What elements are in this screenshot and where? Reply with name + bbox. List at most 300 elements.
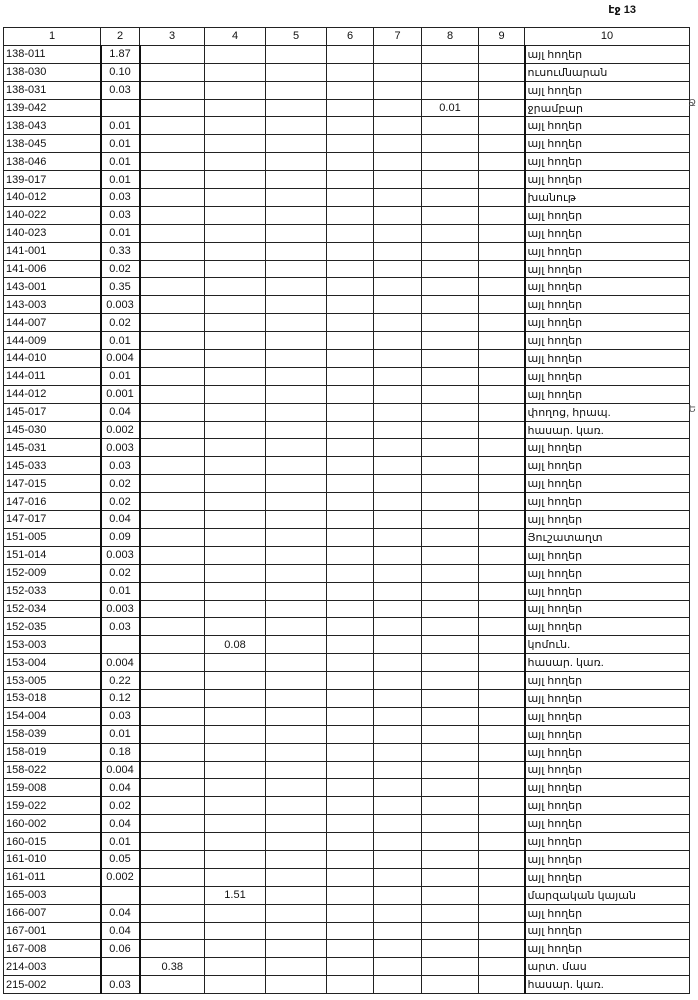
cell-col-2: 0.09: [101, 528, 140, 546]
empty-cell: [374, 564, 422, 582]
cell-col-1: 160-015: [4, 833, 101, 851]
empty-cell: [374, 260, 422, 278]
cell-col-1: 143-001: [4, 278, 101, 296]
cell-col-3: [140, 636, 205, 654]
empty-cell: [266, 922, 327, 940]
cell-col-4: [205, 135, 266, 153]
empty-cell: [327, 707, 374, 725]
cell-col-1: 138-046: [4, 153, 101, 171]
cell-col-10: այլ հողեր: [525, 618, 690, 636]
empty-cell: [479, 511, 525, 529]
empty-cell: [374, 206, 422, 224]
table-row: [4, 189, 690, 207]
table-row: [4, 976, 690, 994]
cell-col-1: 144-012: [4, 385, 101, 403]
cell-col-3: [140, 725, 205, 743]
cell-col-2: 0.01: [101, 153, 140, 171]
empty-cell: [266, 278, 327, 296]
cell-col-10: այլ հողեր: [525, 117, 690, 135]
empty-cell: [479, 278, 525, 296]
cell-col-10: հասար. կառ.: [525, 654, 690, 672]
cell-col-2: 0.04: [101, 779, 140, 797]
cell-col-2: 0.04: [101, 403, 140, 421]
cell-col-4: [205, 689, 266, 707]
cell-col-4: 0.08: [205, 636, 266, 654]
column-header-10: 10: [525, 28, 690, 46]
cell-col-1: 141-006: [4, 260, 101, 278]
empty-cell: [479, 457, 525, 475]
cell-col-8: [422, 385, 479, 403]
empty-cell: [266, 242, 327, 260]
cell-col-8: [422, 761, 479, 779]
table-row: [4, 45, 690, 63]
cell-col-2: 0.03: [101, 206, 140, 224]
cell-col-8: [422, 868, 479, 886]
empty-cell: [374, 797, 422, 815]
cell-col-1: 158-022: [4, 761, 101, 779]
empty-cell: [374, 868, 422, 886]
empty-cell: [266, 582, 327, 600]
cell-col-8: [422, 672, 479, 690]
empty-cell: [266, 743, 327, 761]
empty-cell: [327, 224, 374, 242]
cell-col-4: [205, 546, 266, 564]
cell-col-4: [205, 958, 266, 976]
cell-col-1: 138-043: [4, 117, 101, 135]
cell-col-8: [422, 815, 479, 833]
empty-cell: [327, 81, 374, 99]
empty-cell: [327, 350, 374, 368]
table-row: [4, 743, 690, 761]
empty-cell: [374, 654, 422, 672]
empty-cell: [327, 689, 374, 707]
cell-col-4: [205, 833, 266, 851]
table-row: [4, 332, 690, 350]
cell-col-8: [422, 797, 479, 815]
cell-col-1: 159-008: [4, 779, 101, 797]
empty-cell: [374, 296, 422, 314]
empty-cell: [374, 904, 422, 922]
cell-col-8: [422, 457, 479, 475]
cell-col-10: այլ հողեր: [525, 761, 690, 779]
empty-cell: [479, 117, 525, 135]
empty-cell: [374, 45, 422, 63]
cell-col-4: [205, 403, 266, 421]
table-row: [4, 618, 690, 636]
table-row: [4, 940, 690, 958]
cell-col-10: հասար. կառ.: [525, 421, 690, 439]
cell-col-4: [205, 224, 266, 242]
empty-cell: [327, 958, 374, 976]
empty-cell: [266, 224, 327, 242]
cell-col-2: 0.002: [101, 421, 140, 439]
cell-col-1: 153-004: [4, 654, 101, 672]
empty-cell: [327, 833, 374, 851]
cell-col-4: [205, 493, 266, 511]
table-row: [4, 528, 690, 546]
cell-col-4: [205, 296, 266, 314]
empty-cell: [266, 868, 327, 886]
empty-cell: [327, 189, 374, 207]
empty-cell: [479, 546, 525, 564]
cell-col-2: 0.003: [101, 296, 140, 314]
cell-col-8: [422, 135, 479, 153]
empty-cell: [327, 135, 374, 153]
empty-cell: [327, 171, 374, 189]
cell-col-1: 144-009: [4, 332, 101, 350]
cell-col-10: կոմուն.: [525, 636, 690, 654]
cell-col-8: [422, 367, 479, 385]
cell-col-10: այլ հողեր: [525, 296, 690, 314]
cell-col-2: 0.004: [101, 350, 140, 368]
empty-cell: [266, 367, 327, 385]
cell-col-10: այլ հողեր: [525, 904, 690, 922]
cell-col-10: այլ հողեր: [525, 743, 690, 761]
column-header-4: 4: [205, 28, 266, 46]
empty-cell: [374, 457, 422, 475]
cell-col-3: [140, 242, 205, 260]
empty-cell: [479, 743, 525, 761]
cell-col-10: այլ հողեր: [525, 564, 690, 582]
cell-col-10: այլ հողեր: [525, 850, 690, 868]
cell-col-2: 0.003: [101, 546, 140, 564]
cell-col-1: 158-019: [4, 743, 101, 761]
cell-col-4: [205, 618, 266, 636]
cell-col-10: այլ հողեր: [525, 475, 690, 493]
empty-cell: [374, 117, 422, 135]
column-header-7: 7: [374, 28, 422, 46]
cell-col-4: 1.51: [205, 886, 266, 904]
empty-cell: [374, 546, 422, 564]
cell-col-10: այլ հողեր: [525, 868, 690, 886]
empty-cell: [266, 707, 327, 725]
empty-cell: [266, 81, 327, 99]
cell-col-3: [140, 278, 205, 296]
cell-col-1: 160-002: [4, 815, 101, 833]
cell-col-1: 167-001: [4, 922, 101, 940]
cell-col-3: [140, 224, 205, 242]
cell-col-3: [140, 600, 205, 618]
cell-col-2: [101, 99, 140, 117]
empty-cell: [374, 886, 422, 904]
cell-col-1: 153-018: [4, 689, 101, 707]
cell-col-4: [205, 654, 266, 672]
cell-col-10: այլ հողեր: [525, 260, 690, 278]
cell-col-10: այլ հողեր: [525, 314, 690, 332]
cell-col-4: [205, 707, 266, 725]
empty-cell: [266, 153, 327, 171]
table-row: [4, 367, 690, 385]
cell-col-10: այլ հողեր: [525, 582, 690, 600]
cell-col-1: 147-016: [4, 493, 101, 511]
table-row: [4, 815, 690, 833]
empty-cell: [266, 493, 327, 511]
cell-col-8: [422, 743, 479, 761]
cell-col-3: [140, 886, 205, 904]
cell-col-1: 140-023: [4, 224, 101, 242]
empty-cell: [266, 725, 327, 743]
cell-col-10: խանութ: [525, 189, 690, 207]
cell-col-1: 159-022: [4, 797, 101, 815]
empty-cell: [266, 421, 327, 439]
empty-cell: [266, 63, 327, 81]
empty-cell: [266, 636, 327, 654]
cell-col-8: [422, 117, 479, 135]
cell-col-2: 0.10: [101, 63, 140, 81]
empty-cell: [327, 743, 374, 761]
cell-col-3: [140, 689, 205, 707]
cell-col-1: 151-014: [4, 546, 101, 564]
cell-col-2: 1.87: [101, 45, 140, 63]
cell-col-2: 0.04: [101, 904, 140, 922]
empty-cell: [374, 618, 422, 636]
empty-cell: [327, 546, 374, 564]
table-row: [4, 385, 690, 403]
table-row: [4, 904, 690, 922]
cell-col-8: [422, 475, 479, 493]
empty-cell: [479, 922, 525, 940]
cell-col-1: 145-030: [4, 421, 101, 439]
empty-cell: [374, 922, 422, 940]
cell-col-1: 152-035: [4, 618, 101, 636]
empty-cell: [266, 117, 327, 135]
cell-col-8: [422, 689, 479, 707]
cell-col-8: [422, 278, 479, 296]
empty-cell: [266, 546, 327, 564]
empty-cell: [479, 600, 525, 618]
empty-cell: [479, 868, 525, 886]
empty-cell: [374, 475, 422, 493]
empty-cell: [266, 886, 327, 904]
cell-col-4: [205, 117, 266, 135]
empty-cell: [327, 582, 374, 600]
cell-col-2: 0.001: [101, 385, 140, 403]
empty-cell: [327, 761, 374, 779]
table-row: [4, 475, 690, 493]
table-row: [4, 403, 690, 421]
empty-cell: [374, 850, 422, 868]
cell-col-8: [422, 940, 479, 958]
table-row: [4, 654, 690, 672]
cell-col-2: 0.02: [101, 493, 140, 511]
cell-col-8: [422, 725, 479, 743]
empty-cell: [327, 385, 374, 403]
column-header-1: 1: [4, 28, 101, 46]
table-row: [4, 636, 690, 654]
cell-col-4: [205, 940, 266, 958]
cell-col-1: 161-011: [4, 868, 101, 886]
cell-col-8: [422, 81, 479, 99]
cell-col-3: [140, 350, 205, 368]
empty-cell: [266, 689, 327, 707]
cell-col-4: [205, 99, 266, 117]
empty-cell: [266, 904, 327, 922]
empty-cell: [327, 904, 374, 922]
empty-cell: [479, 350, 525, 368]
cell-col-2: 0.22: [101, 672, 140, 690]
table-row: [4, 511, 690, 529]
empty-cell: [327, 779, 374, 797]
cell-col-2: 0.03: [101, 457, 140, 475]
empty-cell: [374, 135, 422, 153]
empty-cell: [374, 528, 422, 546]
cell-col-2: 0.03: [101, 618, 140, 636]
cell-col-1: 138-011: [4, 45, 101, 63]
cell-col-10: այլ հողեր: [525, 206, 690, 224]
empty-cell: [327, 815, 374, 833]
cell-col-1: 147-015: [4, 475, 101, 493]
empty-cell: [479, 618, 525, 636]
empty-cell: [266, 618, 327, 636]
cell-col-3: [140, 171, 205, 189]
cell-col-1: 144-007: [4, 314, 101, 332]
cell-col-8: [422, 528, 479, 546]
cell-col-3: [140, 940, 205, 958]
table-row: [4, 242, 690, 260]
cell-col-10: մարզական կայան: [525, 886, 690, 904]
empty-cell: [374, 242, 422, 260]
empty-cell: [266, 189, 327, 207]
cell-col-2: 0.01: [101, 224, 140, 242]
cell-col-3: [140, 367, 205, 385]
empty-cell: [327, 99, 374, 117]
empty-cell: [479, 636, 525, 654]
empty-cell: [374, 976, 422, 994]
cell-col-2: 0.18: [101, 743, 140, 761]
cell-col-1: 151-005: [4, 528, 101, 546]
cell-col-8: [422, 546, 479, 564]
empty-cell: [374, 689, 422, 707]
empty-cell: [479, 224, 525, 242]
cell-col-10: այլ հողեր: [525, 278, 690, 296]
cell-col-1: 139-042: [4, 99, 101, 117]
empty-cell: [479, 385, 525, 403]
cell-col-4: [205, 171, 266, 189]
empty-cell: [479, 403, 525, 421]
empty-cell: [266, 439, 327, 457]
table-row: [4, 797, 690, 815]
cell-col-3: [140, 385, 205, 403]
cell-col-3: [140, 493, 205, 511]
empty-cell: [374, 171, 422, 189]
cell-col-3: [140, 743, 205, 761]
cell-col-1: 152-033: [4, 582, 101, 600]
empty-cell: [374, 725, 422, 743]
cell-col-4: [205, 725, 266, 743]
cell-col-10: այլ հողեր: [525, 546, 690, 564]
empty-cell: [327, 850, 374, 868]
cell-col-1: 140-022: [4, 206, 101, 224]
empty-cell: [266, 761, 327, 779]
cell-col-2: 0.03: [101, 81, 140, 99]
empty-cell: [479, 493, 525, 511]
cell-col-2: 0.003: [101, 600, 140, 618]
table-row: [4, 725, 690, 743]
cell-col-8: [422, 189, 479, 207]
cell-col-3: [140, 761, 205, 779]
cell-col-8: 0.01: [422, 99, 479, 117]
table-row: [4, 99, 690, 117]
empty-cell: [374, 779, 422, 797]
cell-col-1: 152-034: [4, 600, 101, 618]
table-row: [4, 224, 690, 242]
table-row: [4, 958, 690, 976]
cell-col-3: [140, 99, 205, 117]
cell-col-8: [422, 242, 479, 260]
empty-cell: [266, 600, 327, 618]
cell-col-4: [205, 332, 266, 350]
table-row: [4, 278, 690, 296]
cell-col-8: [422, 171, 479, 189]
cell-col-10: փողոց, հրապ.: [525, 403, 690, 421]
cell-col-4: [205, 63, 266, 81]
cell-col-4: [205, 242, 266, 260]
table-row: [4, 672, 690, 690]
empty-cell: [374, 940, 422, 958]
cell-col-2: 0.33: [101, 242, 140, 260]
empty-cell: [266, 654, 327, 672]
cell-col-2: 0.03: [101, 976, 140, 994]
empty-cell: [374, 153, 422, 171]
cell-col-3: [140, 206, 205, 224]
empty-cell: [479, 260, 525, 278]
cell-col-4: [205, 868, 266, 886]
empty-cell: [374, 224, 422, 242]
cell-col-4: [205, 815, 266, 833]
empty-cell: [479, 940, 525, 958]
table-row: [4, 260, 690, 278]
cell-col-8: [422, 833, 479, 851]
cell-col-10: այլ հողեր: [525, 797, 690, 815]
empty-cell: [266, 850, 327, 868]
cell-col-10: այլ հողեր: [525, 725, 690, 743]
cell-col-8: [422, 45, 479, 63]
cell-col-1: 154-004: [4, 707, 101, 725]
cell-col-2: 0.01: [101, 135, 140, 153]
cell-col-8: [422, 511, 479, 529]
cell-col-8: [422, 296, 479, 314]
cell-col-8: [422, 922, 479, 940]
empty-cell: [266, 385, 327, 403]
cell-col-3: [140, 654, 205, 672]
cell-col-2: 0.01: [101, 117, 140, 135]
margin-mark: Ե: [688, 404, 696, 415]
empty-cell: [327, 296, 374, 314]
column-header-6: 6: [327, 28, 374, 46]
empty-cell: [327, 421, 374, 439]
cell-col-3: [140, 707, 205, 725]
empty-cell: [266, 296, 327, 314]
cell-col-2: 0.02: [101, 797, 140, 815]
cell-col-4: [205, 439, 266, 457]
cell-col-3: [140, 117, 205, 135]
empty-cell: [327, 511, 374, 529]
empty-cell: [266, 314, 327, 332]
table-row: [4, 350, 690, 368]
empty-cell: [327, 654, 374, 672]
empty-cell: [374, 761, 422, 779]
cell-col-3: [140, 403, 205, 421]
table-row: [4, 689, 690, 707]
empty-cell: [479, 707, 525, 725]
empty-cell: [327, 403, 374, 421]
cell-col-8: [422, 654, 479, 672]
empty-cell: [479, 528, 525, 546]
cell-col-8: [422, 636, 479, 654]
empty-cell: [479, 63, 525, 81]
empty-cell: [327, 528, 374, 546]
empty-cell: [479, 296, 525, 314]
